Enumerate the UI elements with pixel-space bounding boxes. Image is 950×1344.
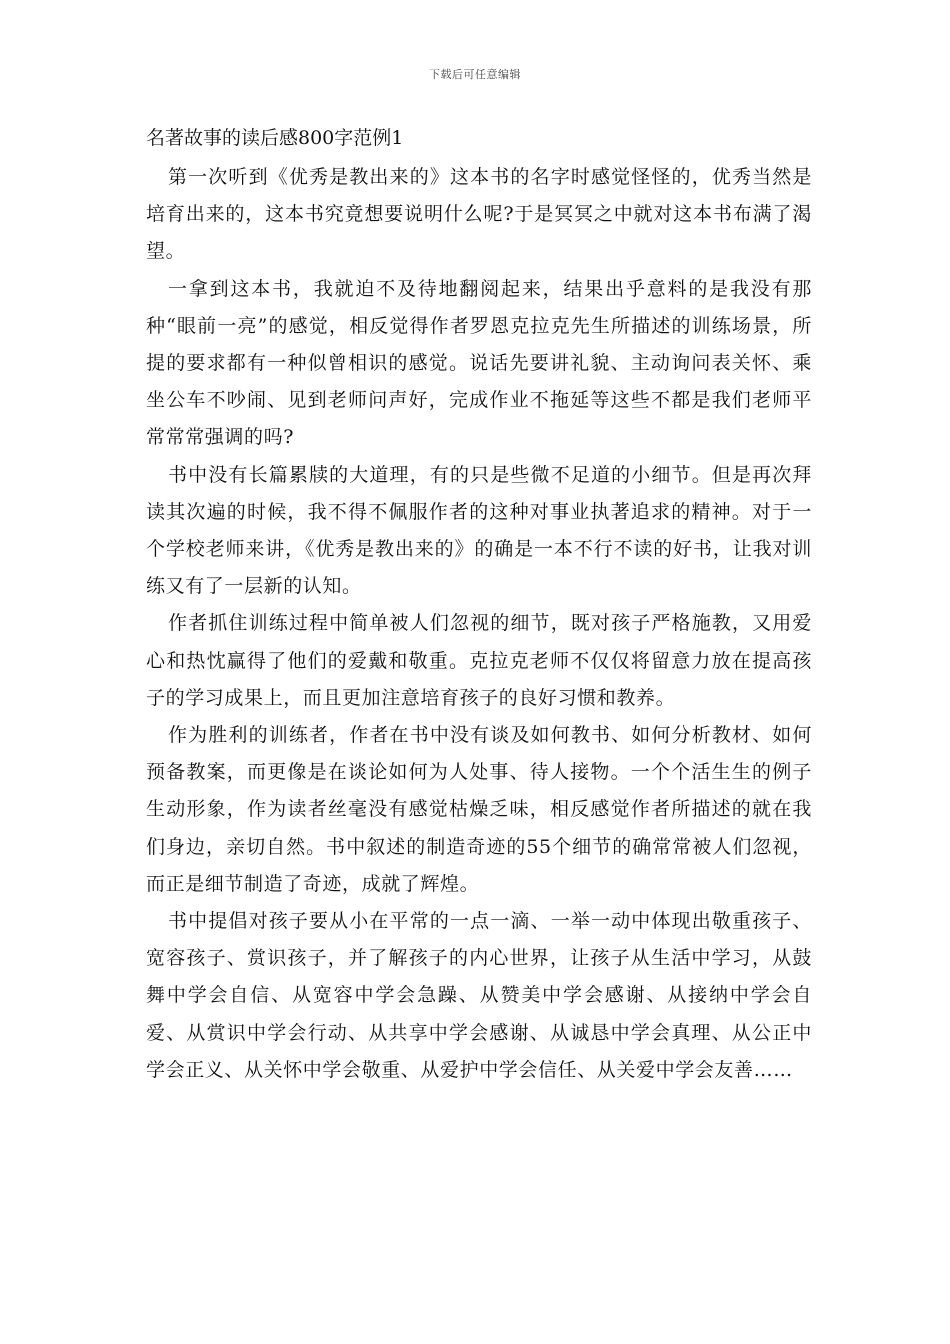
paragraph: 第一次听到《优秀是教出来的》这本书的名字时感觉怪怪的，优秀当然是培育出来的，这本书究竟想要说明什么呢?于是冥冥之中就对这本书布满了渴望。: [146, 166, 812, 263]
paragraph: 一拿到这本书，我就迫不及待地翻阅起来，结果出乎意料的是我没有那种“眼前一亮”的感觉，相反觉得作者罗恩克拉克先生所描述的训练场景，所提的要求都有一种似曾相识的感觉。说话先要讲礼貌、主动询问表关怀、乘坐公车不吵闹、见到老师问声好，完成作业不拖延等这些不都是我们老师平常常常强调的吗?: [146, 277, 812, 449]
paragraph: 书中没有长篇累牍的大道理，有的只是些微不足道的小细节。但是再次拜读其次遍的时候，我不得不佩服作者的这种对事业执著追求的精神。对于一个学校老师来讲，《优秀是教出来的》的确是一本不行不读的好书，让我对训练又有了一层新的认知。: [146, 463, 812, 598]
paragraph: 作者抓住训练过程中简单被人们忽视的细节，既对孩子严格施教，又用爱心和热忱赢得了他们的爱戴和敬重。克拉克老师不仅仅将留意力放在提高孩子的学习成果上，而且更加注意培育孩子的良好习惯和教养。: [146, 612, 812, 709]
paragraph: 书中提倡对孩子要从小在平常的一点一滴、一举一动中体现出敬重孩子、宽容孩子、赏识孩子，并了解孩子的内心世界，让孩子从生活中学习，从鼓舞中学会自信、从宽容中学会急躁、从赞美中学会感谢、从接纳中学会自爱、从赏识中学会行动、从共享中学会感谢、从诚恳中学会真理、从公正中学会正义、从关怀中学会敬重、从爱护中学会信任、从关爱中学会友善……: [146, 910, 812, 1081]
header-note: 下载后可任意编辑: [429, 68, 521, 81]
document-title: 名著故事的读后感800字范例1: [146, 127, 404, 149]
paragraph: 作为胜利的训练者，作者在书中没有谈及如何教书、如何分析教材、如何预备教案，而更像是在谈论如何为人处事、待人接物。一个个活生生的例子生动形象，作为读者丝毫没有感觉枯燥乏味，相反感觉作者所描述的就在我们身边，亲切自然。书中叙述的制造奇迹的55个细节的确常常被人们忽视，而正是细节制造了奇迹，成就了辉煌。: [146, 724, 812, 895]
document-body: [146, 123, 812, 1089]
